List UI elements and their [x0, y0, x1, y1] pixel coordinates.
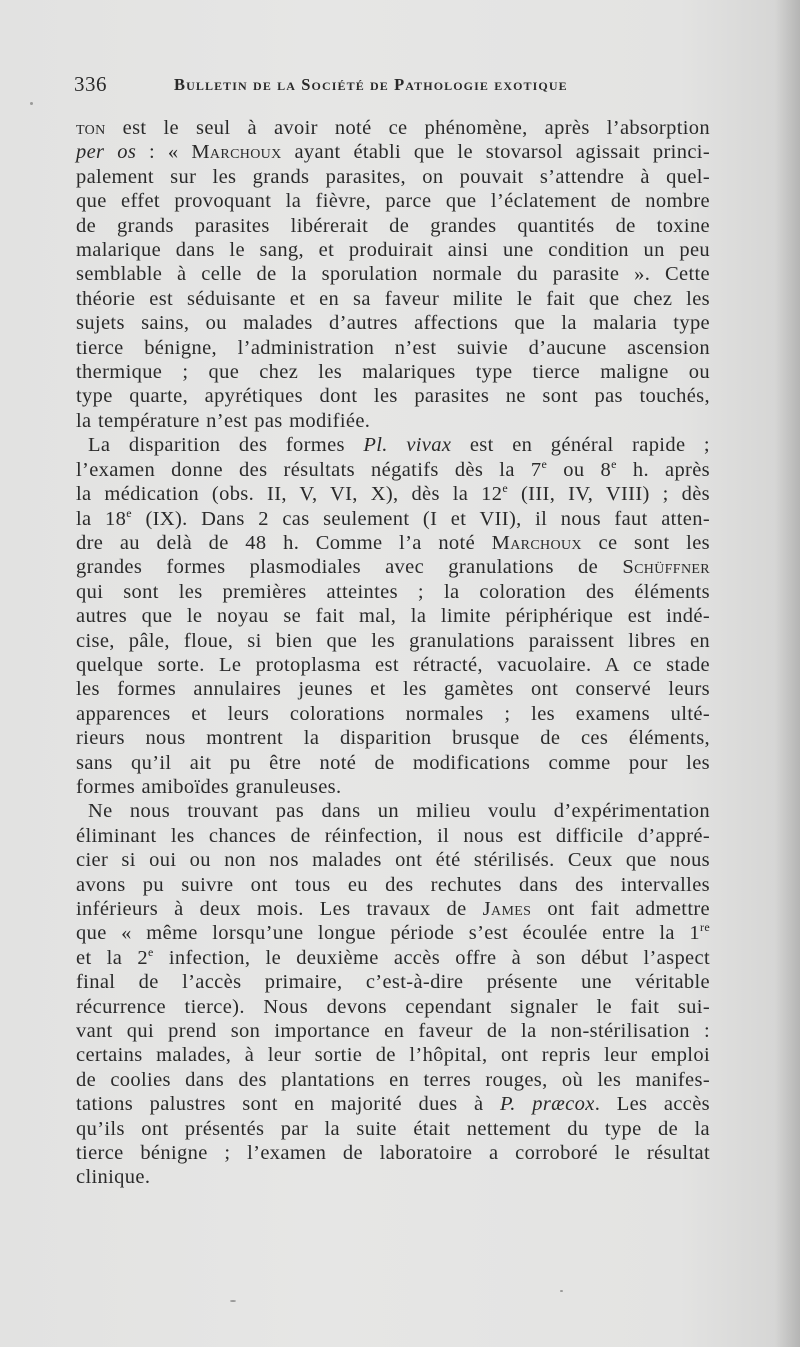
text-line: palement sur les grands parasites, on pouvait s’attendre à quel-	[76, 165, 710, 188]
species-name: P. præcox	[500, 1093, 595, 1116]
text-line: cier si oui ou non nos malades ont été stérilisés. Ceux que nous	[76, 849, 710, 872]
paragraph	[76, 433, 710, 799]
paper-speck	[30, 102, 33, 105]
text-line: cise, pâle, floue, si bien que les granulations paraissent libres en	[76, 629, 710, 652]
page-header	[74, 72, 714, 98]
text-line: per os : « Marchoux ayant établi que le stovarsol agissait princi-	[76, 141, 710, 164]
text-line: qu’ils ont présentés par la suite était nettement du type de la	[76, 1117, 710, 1140]
text-line: la 18e (IX). Dans 2 cas seulement (I et VII), il nous faut atten-	[76, 505, 710, 530]
text-line: formes amiboïdes granuleuses.	[76, 775, 342, 798]
text-line: l’examen donne des résultats négatifs dès la 7e ou 8e h. après	[76, 456, 711, 481]
text-line: tations palustres sont en majorité dues à P. præcox. Les accès	[76, 1093, 710, 1116]
text-line: tierce bénigne ; l’examen de laboratoire a corroboré le résultat	[76, 1142, 710, 1165]
text-line: quelque sorte. Le protoplasma est rétracté, vacuolaire. A ce stade	[76, 653, 710, 676]
author-name: ton	[76, 117, 106, 139]
author-name: Marchoux	[491, 531, 582, 554]
text-line: inférieurs à deux mois. Les travaux de James ont fait admettre	[76, 898, 710, 920]
text-line: semblable à celle de la sporulation normale du parasite ». Cette	[76, 263, 710, 286]
text-line: les formes annulaires jeunes et les gamètes ont conservé leurs	[76, 678, 710, 701]
text-line: théorie est séduisante et en sa faveur milite le fait que chez les	[76, 287, 710, 310]
text-line: grandes formes plasmodiales avec granulations de Schüffner	[76, 556, 710, 579]
text-line: apparences et leurs colorations normales ; les examens ulté-	[76, 702, 710, 725]
page-number: 336	[74, 72, 107, 96]
text-line: sans qu’il ait pu être noté de modifications comme pour les	[76, 751, 710, 774]
text-line: La disparition des formes Pl. vivax est en général rapide ;	[88, 434, 710, 457]
text-line: certains malades, à leur sortie de l’hôpital, ont repris leur emploi	[76, 1044, 710, 1067]
body-text	[76, 116, 710, 1206]
text-line: sujets sains, ou malades d’autres affections que la malaria type	[76, 312, 710, 335]
text-line: récurrence tierce). Nous devons cependant signaler le fait sui-	[76, 995, 710, 1018]
paragraph	[76, 799, 710, 1190]
latin-term: per os	[76, 141, 137, 164]
text-line: autres que le noyau se fait mal, la limite périphérique est indé-	[76, 605, 710, 628]
text-line: que « même lorsqu’une longue période s’est écoulée entre la 1re	[76, 920, 710, 945]
species-name: Pl. vivax	[363, 434, 452, 457]
text-line: qui sont les premières atteintes ; la coloration des éléments	[76, 580, 710, 603]
page-edge-shadow	[774, 0, 800, 1347]
paragraph	[76, 116, 710, 433]
text-line: rieurs nous montrent la disparition brusque de ces éléments,	[76, 727, 710, 750]
text-line: de grands parasites libérerait de grandes quantités de toxine	[76, 214, 710, 237]
text-line: la température n’est pas modifiée.	[76, 409, 371, 432]
text-line: de coolies dans des plantations en terres rouges, où les manifes-	[76, 1068, 710, 1091]
running-title: Bulletin de la Société de Pathologie exotique	[174, 75, 568, 94]
text-line: malarique dans le sang, et produirait ainsi une condition un peu	[76, 239, 710, 262]
text-line: tierce bénigne, l’administration n’est suivie d’aucune ascension	[76, 336, 710, 359]
text-line: ton est le seul à avoir noté ce phénomène, après l’absorption	[76, 117, 710, 139]
text-line: final de l’accès primaire, c’est-à-dire présente une véritable	[76, 971, 710, 994]
text-line: avons pu suivre ont tous eu des rechutes dans des intervalles	[76, 873, 710, 896]
paper-speck	[230, 1300, 236, 1302]
author-name: Marchoux	[191, 141, 282, 164]
text-line: que effet provoquant la fièvre, parce que l’éclatement de nombre	[76, 190, 710, 213]
text-line: vant qui prend son importance en faveur de la non-stérilisation :	[76, 1020, 710, 1043]
author-name: Schüffner	[622, 556, 710, 579]
text-line: thermique ; que chez les malariques type tierce maligne ou	[76, 361, 710, 384]
text-line: la médication (obs. II, V, VI, X), dès la 12e (III, IV, VIII) ; dès	[76, 481, 710, 506]
text-line: et la 2e infection, le deuxième accès offre à son début l’aspect	[76, 944, 711, 969]
text-line: Ne nous trouvant pas dans un milieu voulu d’expérimentation	[88, 800, 710, 823]
text-line: dre au delà de 48 h. Comme l’a noté Marchoux ce sont les	[76, 531, 710, 554]
paper-speck	[560, 1290, 563, 1292]
text-line: type quarte, apyrétiques dont les parasites ne sont pas touchés,	[76, 385, 710, 408]
text-line: clinique.	[76, 1166, 151, 1189]
text-line: éliminant les chances de réinfection, il nous est difficile d’appré-	[76, 824, 710, 847]
author-name: James	[482, 898, 532, 920]
